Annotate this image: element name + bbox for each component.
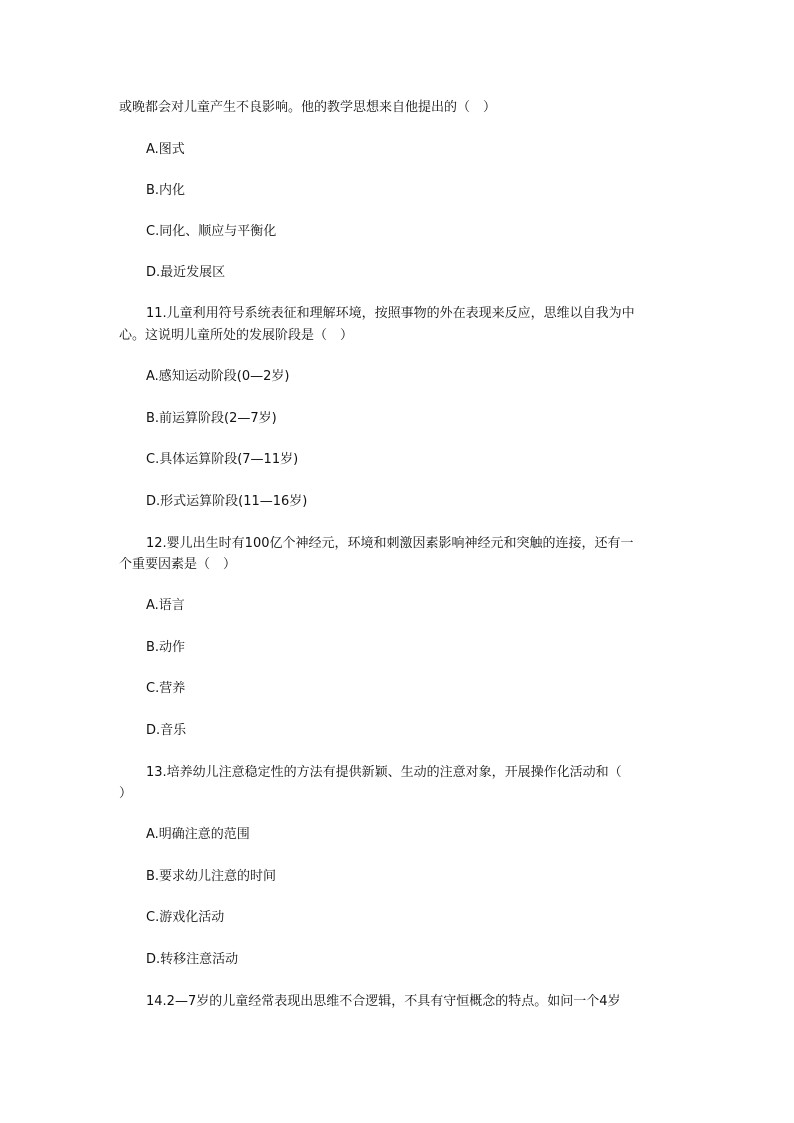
question-10-option-a: A.图式: [146, 142, 185, 157]
question-13-option-d: D.转移注意活动: [146, 952, 239, 967]
question-13-option-b: B.要求幼儿注意的时间: [146, 869, 277, 884]
question-14-stem-line1: 14.2—7岁的儿童经常表现出思维不合逻辑，不具有守恒概念的特点。如问一个4岁: [146, 994, 621, 1009]
question-12-option-b: B.动作: [146, 640, 186, 655]
question-12-option-d: D.音乐: [146, 723, 187, 738]
question-11-stem-line1: 11.儿童利用符号系统表征和理解环境，按照事物的外在表现来反应，思维以自我为中: [146, 306, 635, 321]
question-11-option-d: D.形式运算阶段(11—16岁): [146, 494, 308, 509]
question-12-stem-line2: 个重要因素是（ ）: [119, 557, 237, 572]
question-11-option-b: B.前运算阶段(2—7岁): [146, 411, 277, 426]
question-12-option-a: A.语言: [146, 598, 185, 613]
question-11-option-a: A.感知运动阶段(0—2岁): [146, 369, 290, 384]
question-11-option-c: C.具体运算阶段(7—11岁): [146, 452, 299, 467]
question-11-stem-line2: 心。这说明儿童所处的发展阶段是（ ）: [119, 328, 354, 343]
question-13-stem-line1: 13.培养幼儿注意稳定性的方法有提供新颖、生动的注意对象，开展操作化活动和（: [146, 765, 622, 780]
question-10-stem: 或晚都会对儿童产生不良影响。他的教学思想来自他提出的（ ）: [119, 100, 497, 115]
question-12-option-c: C.营养: [146, 681, 186, 696]
question-13-option-c: C.游戏化活动: [146, 910, 225, 925]
question-12-stem-line1: 12.婴儿出生时有100亿个神经元，环境和刺激因素影响神经元和突触的连接，还有一: [146, 536, 634, 551]
question-13-option-a: A.明确注意的范围: [146, 827, 250, 842]
question-10-option-b: B.内化: [146, 183, 186, 198]
question-13-stem-line2: ）: [119, 786, 133, 801]
question-10-option-d: D.最近发展区: [146, 265, 226, 280]
question-10-option-c: C.同化、顺应与平衡化: [146, 224, 277, 239]
